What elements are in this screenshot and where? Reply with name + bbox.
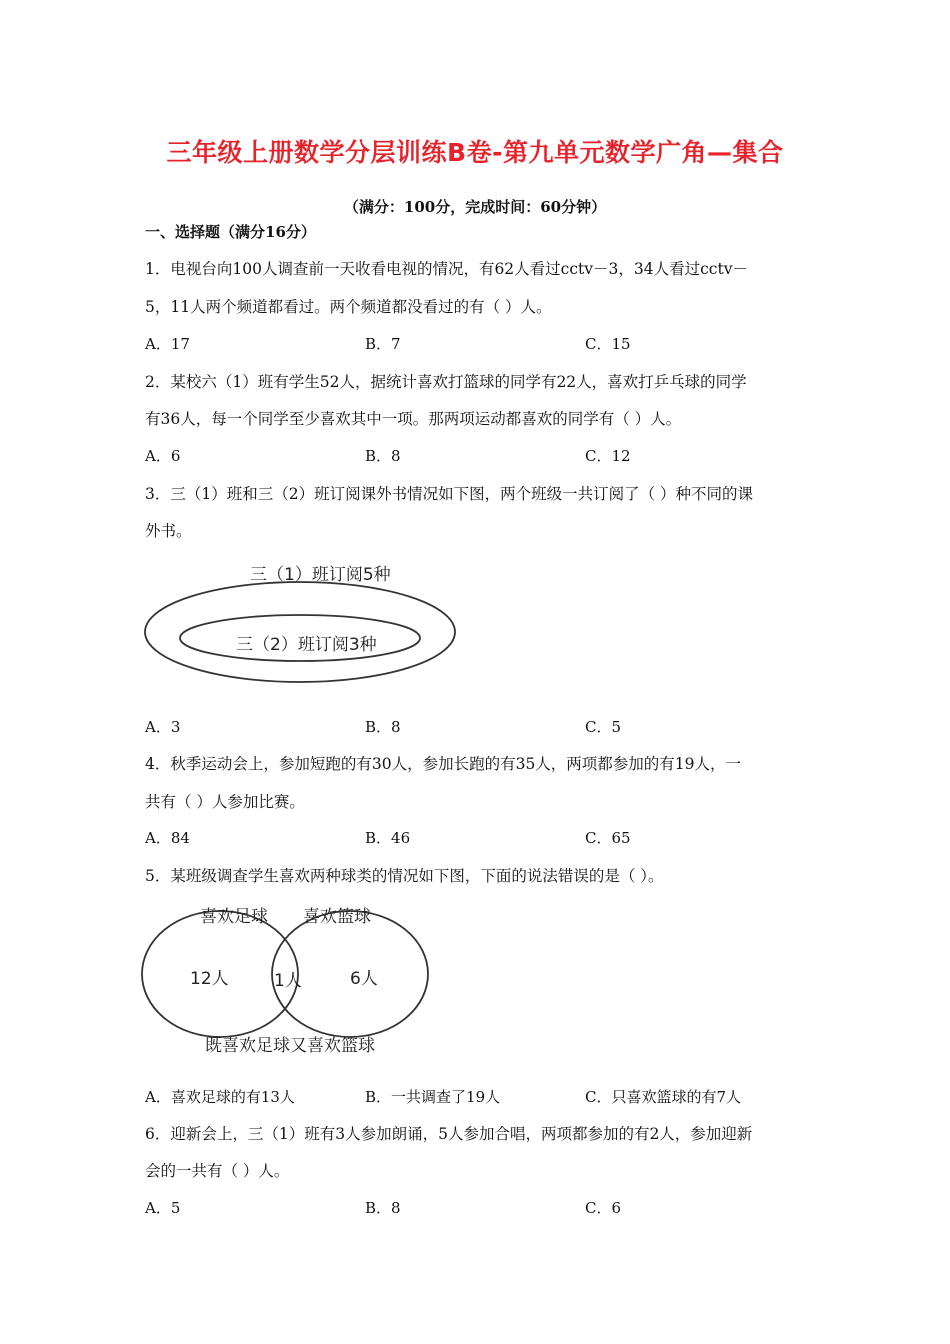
question-5-option-c: C．只喜欢篮球的有7人 [585, 1088, 742, 1106]
question-2-line-2: 有36人，每一个同学至少喜欢其中一项。那两项运动都喜欢的同学有（ ）人。 [145, 410, 682, 428]
question-2-option-c: C．12 [585, 447, 631, 465]
question-5-option-a: A．喜欢足球的有13人 [145, 1088, 295, 1106]
diagram5-right-title: 喜欢篮球 [303, 907, 371, 927]
question-4-option-c: C．65 [585, 829, 631, 847]
question-1-option-a: A．17 [145, 335, 190, 353]
section-heading: 一、选择题（满分16分） [145, 223, 316, 241]
question-3-line-2: 外书。 [145, 522, 192, 540]
question-3-option-b: B．8 [365, 718, 401, 736]
question-1-option-c: C．15 [585, 335, 631, 353]
question-4-line-1: 4．秋季运动会上，参加短跑的有30人，参加长跑的有35人，两项都参加的有19人，一 [145, 755, 742, 773]
question-2-option-b: B．8 [365, 447, 401, 465]
question-3-option-a: A．3 [145, 718, 181, 736]
question-6-option-a: A．5 [145, 1199, 181, 1217]
question-6-line-2: 会的一共有（ ）人。 [145, 1162, 290, 1180]
question-4-option-a: A．84 [145, 829, 190, 847]
question-3-option-c: C．5 [585, 718, 622, 736]
page-subtitle: （满分：100分，完成时间：60分钟） [343, 198, 607, 216]
diagram5-left-only-value: 12人 [190, 969, 229, 989]
question-1-line-2: 5，11人两个频道都看过。两个频道都没看过的有（ ）人。 [145, 298, 552, 316]
diagram5-right-only-value: 6人 [350, 969, 378, 989]
question-5-option-b: B．一共调查了19人 [365, 1088, 501, 1106]
diagram5-both-value: 1人 [274, 971, 302, 991]
question-6-option-c: C．6 [585, 1199, 622, 1217]
question-5-line-1: 5．某班级调查学生喜欢两种球类的情况如下图，下面的说法错误的是（ ）。 [145, 867, 664, 885]
diagram3-inner-label: 三（2）班订阅3种 [236, 635, 377, 655]
question-4-line-2: 共有（ ）人参加比赛。 [145, 793, 305, 811]
page-title: 三年级上册数学分层训练B卷-第九单元数学广角—集合 [166, 138, 784, 167]
question-2-line-1: 2．某校六（1）班有学生52人，据统计喜欢打篮球的同学有22人，喜欢打乒乓球的同学 [145, 373, 747, 391]
diagram5-bottom-caption: 既喜欢足球又喜欢篮球 [205, 1036, 375, 1056]
question-2-option-a: A．6 [145, 447, 181, 465]
question-4-option-b: B．46 [365, 829, 411, 847]
diagram3-outer-label: 三（1）班订阅5种 [250, 565, 391, 585]
diagram5-left-title: 喜欢足球 [200, 907, 268, 927]
question-1-option-b: B．7 [365, 335, 401, 353]
question-6-option-b: B．8 [365, 1199, 401, 1217]
question-6-line-1: 6．迎新会上，三（1）班有3人参加朗诵，5人参加合唱，两项都参加的有2人，参加迎新 [145, 1125, 753, 1143]
question-1-line-1: 1．电视台向100人调查前一天收看电视的情况，有62人看过cctv－3，34人看过cctv－ [145, 260, 748, 278]
question-3-line-1: 3．三（1）班和三（2）班订阅课外书情况如下图，两个班级一共订阅了（ ）种不同的课 [145, 485, 754, 503]
